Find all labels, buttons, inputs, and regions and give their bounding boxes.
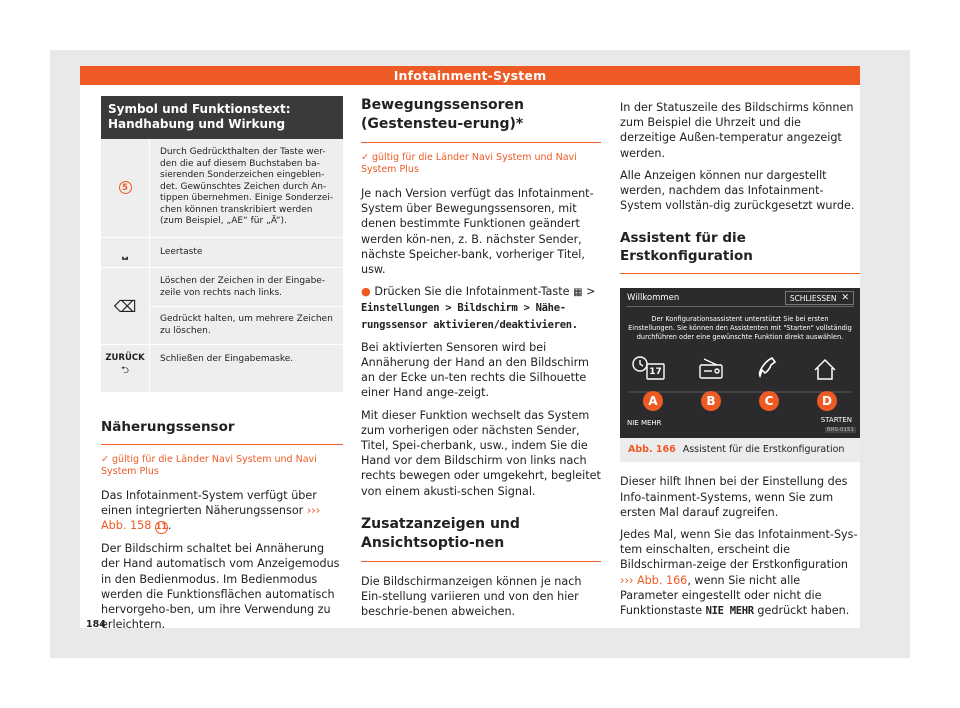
marker-d: D [822, 394, 832, 409]
table-text-stack [149, 268, 343, 344]
home-icon [815, 360, 835, 379]
figure-link[interactable]: ››› Abb. 166 [620, 573, 688, 587]
marker-circles [643, 391, 837, 411]
paragraph: Bei aktivierten Sensoren wird bei Annäherung der Hand an den Bildschirm an der Ecke un-ten rechts die Silhouette einer Hand ange-zeigt. [361, 340, 589, 400]
marker-b: B [706, 394, 716, 409]
table-row [101, 267, 343, 344]
paragraph: Je nach Version verfügt das Infotainment-System über Bewegungssensoren, mit denen bestimmte Funktionen geändert werden kön-nen, z. B. nächster Sender, nächste Speicher-bank, vorheriger Titel, usw. [361, 187, 594, 277]
paragraph: Die Bildschirmanzeigen können je nach Ein-stellung variieren und von den hier beschrie-benen abweichen. [361, 574, 582, 619]
text-span: Drücken Sie die Infotainment-Taste [374, 285, 570, 299]
calendar-number: 17 [649, 367, 662, 378]
text-span: , wenn Sie nicht alle Parameter eingestellt oder nicht die Funktionstaste [620, 573, 822, 618]
wizard-title: Willkommen [627, 293, 680, 304]
back-label: ZURÜCK [105, 353, 145, 363]
bullet-icon: ● [361, 285, 371, 299]
never-again-button[interactable]: NIE MEHR [627, 419, 662, 428]
table-text-cell: Durch Gedrückthalten der Taste wer-den die auf diesem Buchstaben ba-sierenden Sonderzeichen eingeblen-det. Gewünschtes Zeichen durch An-tippen übernehmen. Einige Sonderzei-chen können transkribiert werden (zum Beispiel, „AE“ für „Ä“). [149, 139, 343, 237]
paragraph: Dieser hilft Ihnen bei der Einstellung des Info-tainment-Systems, wenn Sie zum ersten Mal darauf zugreifen. [620, 475, 848, 519]
circled-number-11: 11 [155, 522, 168, 533]
menu-key-icon: ▦ [573, 287, 583, 299]
section-proximity [101, 418, 343, 632]
text-span: Das Infotainment-System verfügt über einen integrierten Näherungssensor [101, 489, 317, 518]
radio-icon [700, 359, 722, 378]
figure-label: Abb. 166 [628, 444, 676, 456]
table-row [101, 344, 343, 392]
table-text-cell: Schließen der Eingabemaske. [149, 345, 343, 392]
space-key-icon: ⎵ [122, 244, 128, 261]
column-left [101, 96, 343, 632]
menu-path: Einstellungen > Bildschirm > Nähe-rungssensor aktivieren/deaktivieren. [361, 302, 578, 331]
circled-number-5: 5 [119, 181, 132, 194]
column-right [620, 100, 860, 619]
table-symbol-cell [101, 139, 149, 237]
wizard-message: Der Konfigurationsassistent unterstützt Sie bei ersten Einstellungen. Sie können den Assistenten mit "Starten" vollständig durchführen oder eine gewünschte Funktion direkt auswählen. [628, 315, 852, 341]
phone-icon [760, 358, 775, 376]
validity-note: ✓ gültig für die Länder Navi System und Navi System Plus [101, 454, 317, 477]
caption-text: Assistent für die Erstkonfiguration [682, 444, 845, 456]
table-row [101, 139, 343, 237]
figure-166 [620, 288, 860, 462]
paragraph: Der Bildschirm schaltet bei Annäherung der Hand automatisch vom Anzeigemodus in den Bedienmodus. Im Bedienmodus werden die Funktionsflächen automatisch hervorgeho-ben, um ihre Verwendung zu erleichtern. [101, 542, 340, 632]
section-title: Näherungssensor [101, 418, 343, 445]
running-header: Infotainment-System [80, 66, 860, 85]
close-icon: ✕ [841, 293, 849, 304]
section-title: Bewegungssensoren (Gestensteu-erung)* [361, 96, 601, 143]
text-span: . [167, 519, 172, 533]
table-heading: Symbol und Funktionstext: Handhabung und Wirkung [101, 96, 343, 139]
setup-wizard-screen [620, 288, 860, 438]
figure-link[interactable]: ››› Abb. 158 [101, 504, 321, 533]
table-symbol-cell [101, 345, 149, 392]
section-title: Zusatzanzeigen und Ansichtsoptio-nen [361, 515, 601, 562]
paragraph: Mit dieser Funktion wechselt das System zum vorherigen oder nächsten Sender, Titel, Spei-cherbank, usw., indem Sie die Hand vor dem Bildschirm von links nach rechts bewegen oder umgekehrt, begleitet von einem akusti-schen Signal. [361, 408, 601, 498]
text-span: Jedes Mal, wenn Sie das Infotainment-Sys-tem einschalten, erscheint die Bildschirman-zeige der Erstkonfiguration [620, 528, 858, 572]
marker-a: A [648, 394, 658, 409]
table-row [101, 237, 343, 268]
paragraph [101, 488, 343, 534]
validity-note: ✓ gültig für die Länder Navi System und Navi System Plus [361, 152, 577, 175]
function-table [101, 139, 343, 392]
page-number: 184 [86, 619, 106, 630]
marker-c: C [764, 394, 774, 409]
start-button[interactable]: STARTEN [820, 416, 852, 425]
key-label: NIE MEHR [705, 605, 754, 618]
paragraph: Alle Anzeigen können nur dargestellt werden, nachdem das Infotainment-System vollstän-dig zurückgesetzt wurde. [620, 168, 855, 213]
table-text-cell: Löschen der Zeichen in der Eingabe-zeile von rechts nach links. [160, 276, 326, 298]
instruction-bullet: ● Drücken Sie die Infotainment-Taste ▦ > Einstellungen > Bildschirm > Nähe-rungssensor aktivieren/deaktivieren. [361, 285, 596, 331]
column-middle [361, 96, 601, 619]
table-text-cell: Leertaste [149, 238, 343, 268]
table-text-cell: Gedrückt halten, um mehrere Zeichen zu löschen. [150, 306, 343, 344]
section-title: Assistent für die Erstkonfiguration [620, 229, 860, 274]
back-arrow-icon: ⮌ [120, 365, 129, 376]
close-button-label: SCHLIESSEN [789, 293, 837, 303]
text-span: gedrückt haben. [753, 604, 850, 618]
paragraph: In der Statuszeile des Bildschirms können zum Beispiel die Uhrzeit und die derzeitige Außen-temperatur angezeigt werden. [620, 101, 854, 160]
paragraph [620, 527, 860, 619]
backspace-icon: ⌫ [113, 296, 137, 316]
figure-code: BRS-0151 [826, 427, 854, 434]
figure-caption [620, 438, 860, 462]
